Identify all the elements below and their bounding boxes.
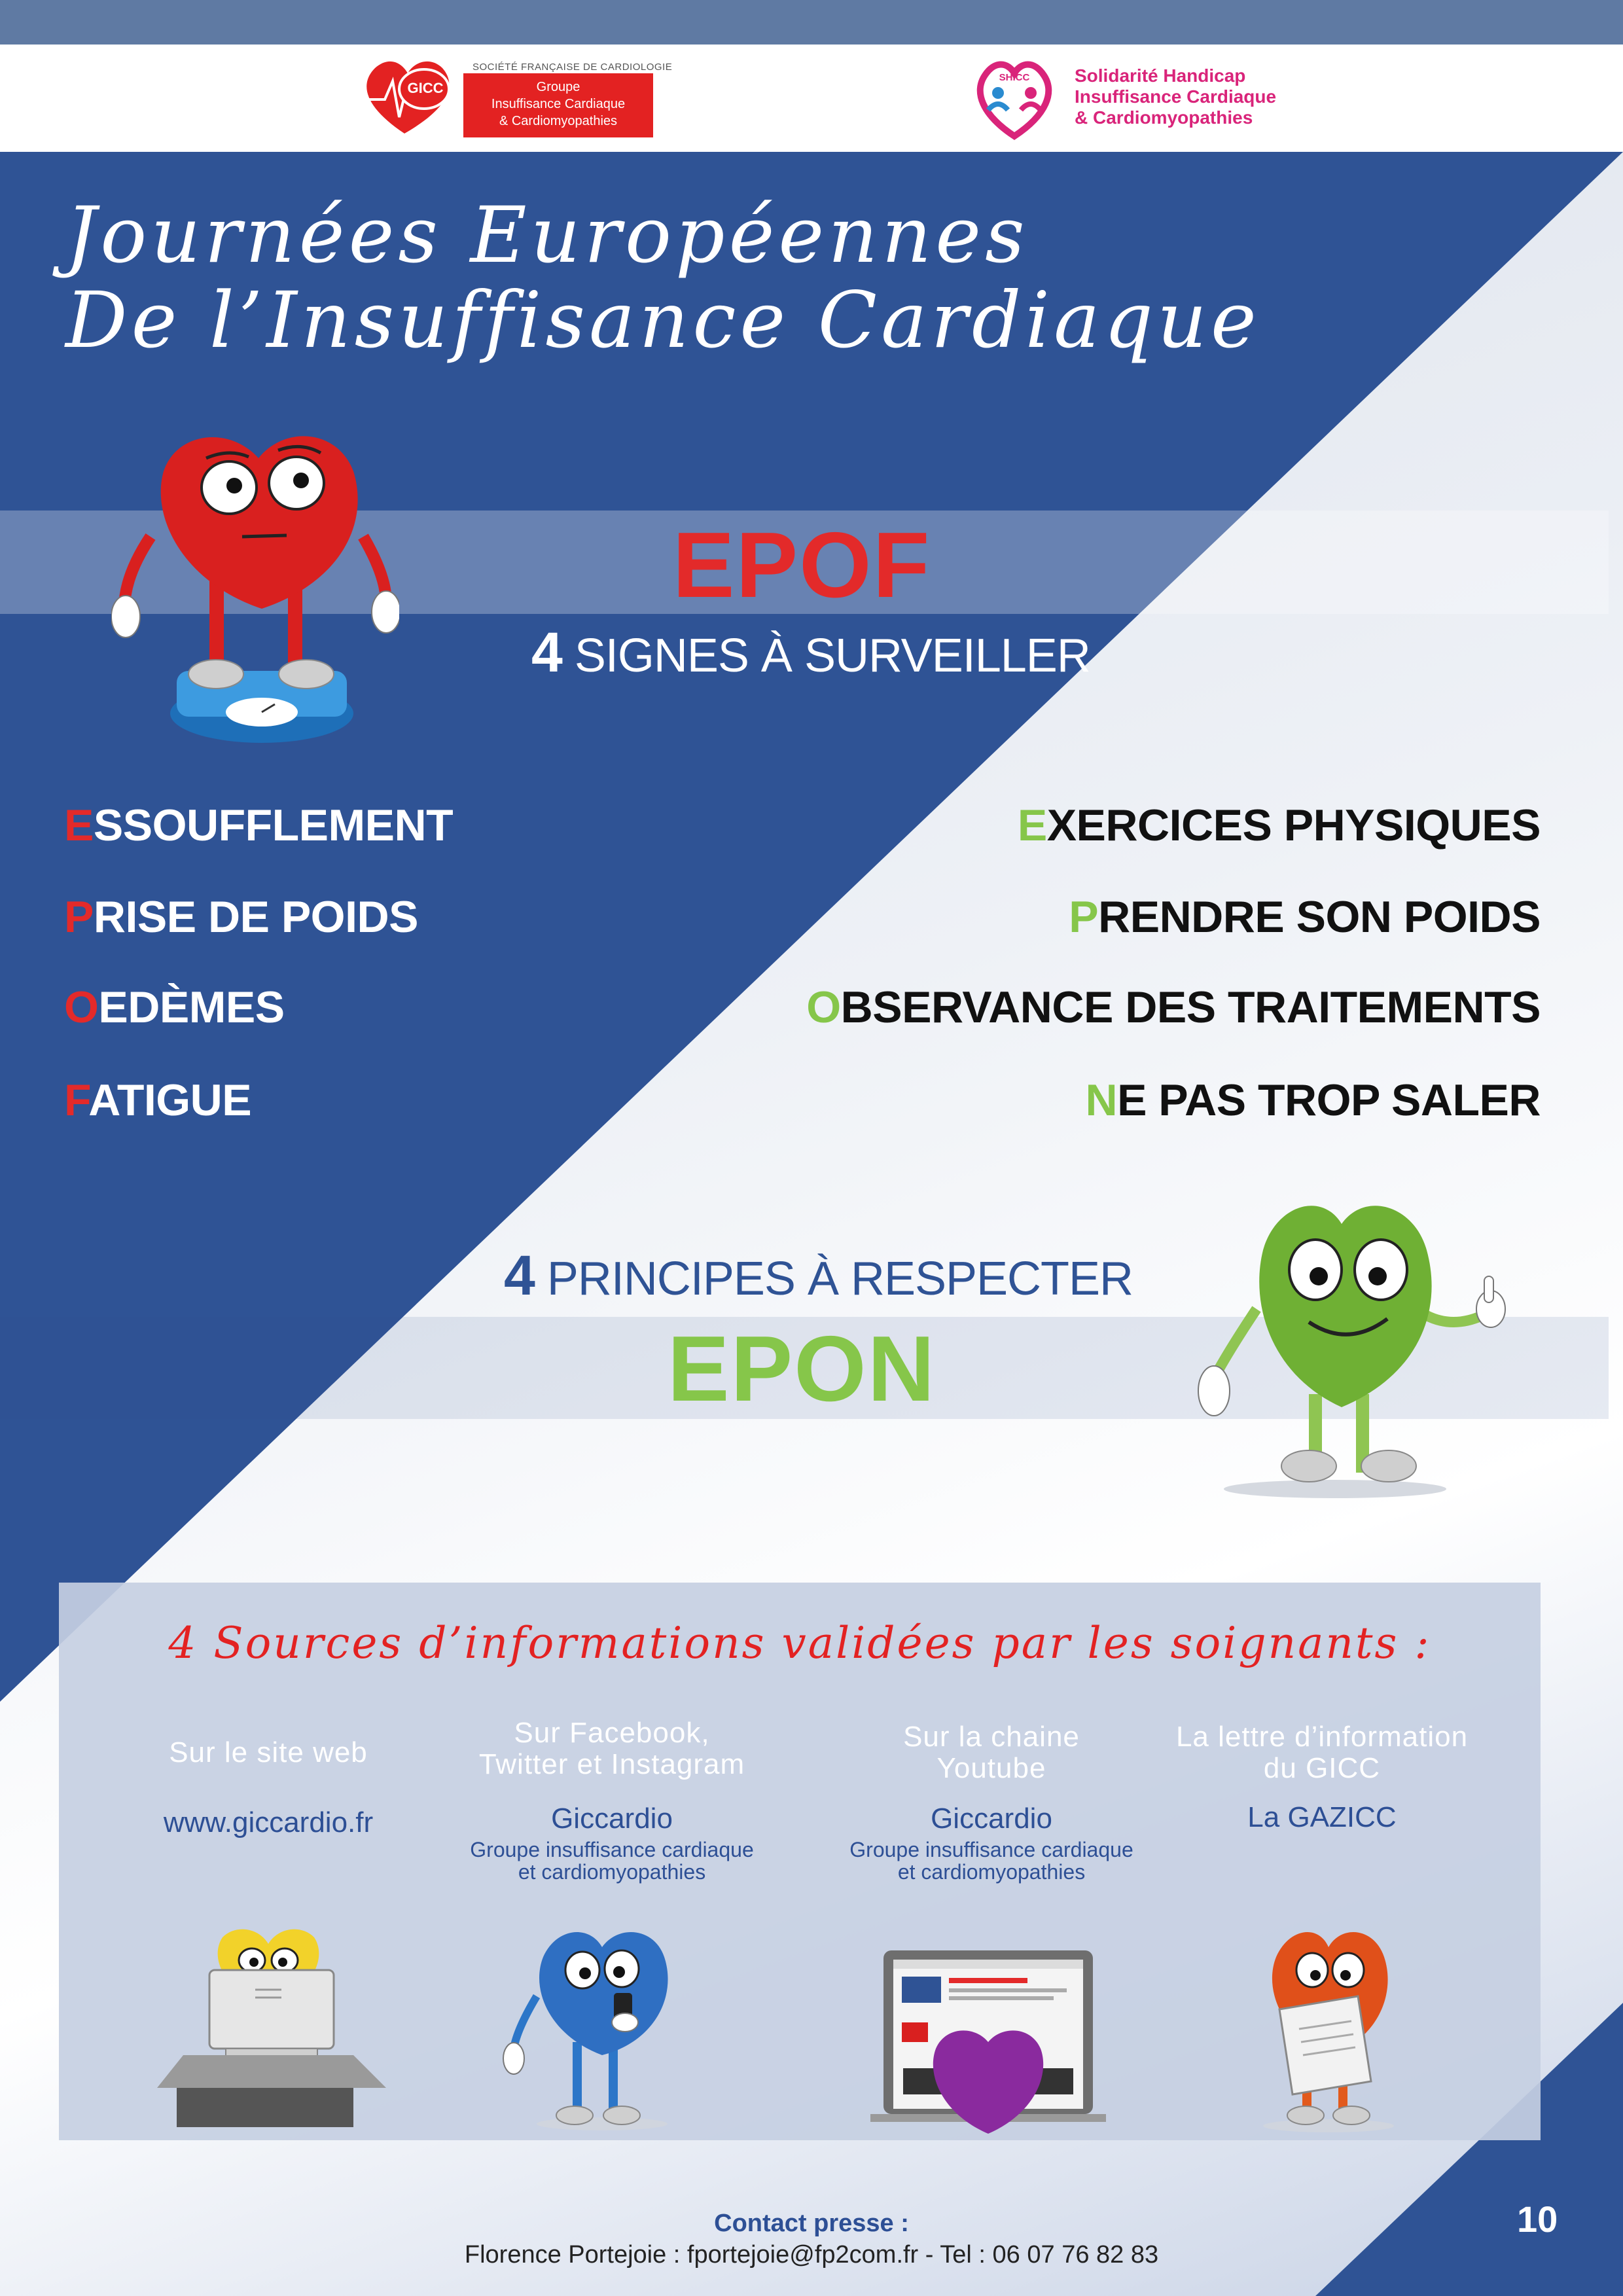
epof-item-1-letter: E [64, 800, 94, 850]
blue-heart-phone-icon [497, 1918, 707, 2134]
epon-subtitle [504, 1244, 1133, 1308]
gicc-group-line-1: Groupe [536, 80, 580, 94]
contact-label: Contact presse : [714, 2210, 909, 2237]
epon-item-3 [806, 982, 1541, 1033]
gicc-group-line-3: & Cardiomyopathies [499, 114, 618, 128]
epon-item-1-letter: E [1017, 800, 1047, 850]
source-2-small-2: et cardiomyopathies [518, 1860, 706, 1884]
source-3-small-1: Groupe insuffisance cardiaque [849, 1838, 1133, 1861]
epof-item-3 [64, 982, 285, 1033]
contact-line: Florence Portejoie : fportejoie@fp2com.fr - Tel : 06 07 76 82 83 [464, 2241, 1159, 2269]
epon-subtitle-number: 4 [504, 1244, 535, 1307]
epon-item-3-rest: BSERVANCE DES TRAITEMENTS [840, 982, 1541, 1032]
epof-subtitle-text: SIGNES À SURVEILLER [562, 630, 1090, 682]
epon-subtitle-text: PRINCIPES À RESPECTER [534, 1253, 1133, 1305]
gicc-abbr: GICC [407, 80, 444, 96]
shicc-logo [969, 52, 1283, 144]
epof-item-2-rest: RISE DE POIDS [93, 892, 418, 942]
epof-subtitle [531, 620, 1090, 685]
epon-item-4 [1085, 1075, 1541, 1126]
shicc-line-3: & Cardiomyopathies [1075, 107, 1253, 128]
epof-acronym: EPOF [672, 513, 931, 617]
epon-item-2-letter: P [1069, 892, 1099, 942]
source-2-small-1: Groupe insuffisance cardiaque [470, 1838, 754, 1861]
epon-item-4-rest: E PAS TROP SALER [1117, 1075, 1541, 1125]
shicc-line-2: Insuffisance Cardiaque [1075, 86, 1277, 107]
source-4-main[interactable]: La GAZICC [1247, 1801, 1397, 1833]
epof-item-2-letter: P [64, 892, 94, 942]
source-2-main[interactable]: Giccardio [551, 1803, 673, 1835]
epof-item-1-rest: SSOUFFLEMENT [93, 800, 454, 850]
top-band [0, 0, 1623, 45]
epon-acronym: EPON [667, 1317, 936, 1421]
gicc-logo [359, 55, 673, 140]
shicc-abbr: SHICC [999, 72, 1030, 83]
yellow-heart-computer-icon [144, 1924, 393, 2134]
source-4-head-1: La lettre d’information [1175, 1721, 1469, 1753]
epof-item-3-letter: O [64, 982, 99, 1032]
page-number: 10 [1517, 2198, 1558, 2240]
epof-item-3-rest: EDÈMES [98, 982, 285, 1032]
epon-item-3-letter: O [806, 982, 841, 1032]
epof-subtitle-number: 4 [531, 621, 562, 684]
epof-item-2 [64, 891, 418, 942]
epon-item-1 [1018, 800, 1541, 851]
gicc-group-line-2: Insuffisance Cardiaque [491, 97, 626, 111]
header-bar [0, 45, 1623, 152]
shicc-heart-icon [969, 52, 1060, 144]
source-4-head-2: du GICC [1263, 1752, 1381, 1784]
epon-item-4-letter: N [1085, 1075, 1118, 1125]
laptop-purple-heart-icon [864, 1918, 1113, 2134]
orange-heart-letter-icon [1230, 1918, 1427, 2134]
gicc-society: SOCIÉTÉ FRANÇAISE DE CARDIOLOGIE [473, 62, 673, 73]
source-3-main[interactable]: Giccardio [931, 1803, 1052, 1835]
epof-item-4-letter: F [64, 1075, 89, 1125]
source-2-head-1: Sur Facebook, [514, 1717, 710, 1749]
source-1-link[interactable]: www.giccardio.fr [163, 1806, 374, 1839]
epof-item-4-rest: ATIGUE [88, 1075, 252, 1125]
shicc-line-1: Solidarité Handicap [1075, 65, 1246, 86]
source-3-small-2: et cardiomyopathies [897, 1860, 1086, 1884]
epon-item-2 [1069, 891, 1541, 942]
epon-item-2-rest: RENDRE SON POIDS [1098, 892, 1541, 942]
source-1-head: Sur le site web [169, 1736, 368, 1768]
sources-title: 4 Sources d’informations validées par les soignants : [168, 1618, 1431, 1668]
red-heart-mascot-icon [111, 412, 399, 753]
source-2-head-2: Twitter et Instagram [478, 1748, 745, 1780]
epof-item-4 [64, 1075, 251, 1126]
epon-item-1-rest: XERCICES PHYSIQUES [1046, 800, 1541, 850]
epof-item-1 [64, 800, 453, 851]
green-heart-mascot-icon [1185, 1178, 1525, 1505]
page-title-line-2: De l’Insuffisance Cardiaque [65, 275, 1260, 365]
source-3-head-1: Sur la chaine [903, 1721, 1080, 1753]
source-3-head-2: Youtube [936, 1752, 1046, 1784]
page-title-line-1: Journées Européennes [65, 190, 1029, 280]
